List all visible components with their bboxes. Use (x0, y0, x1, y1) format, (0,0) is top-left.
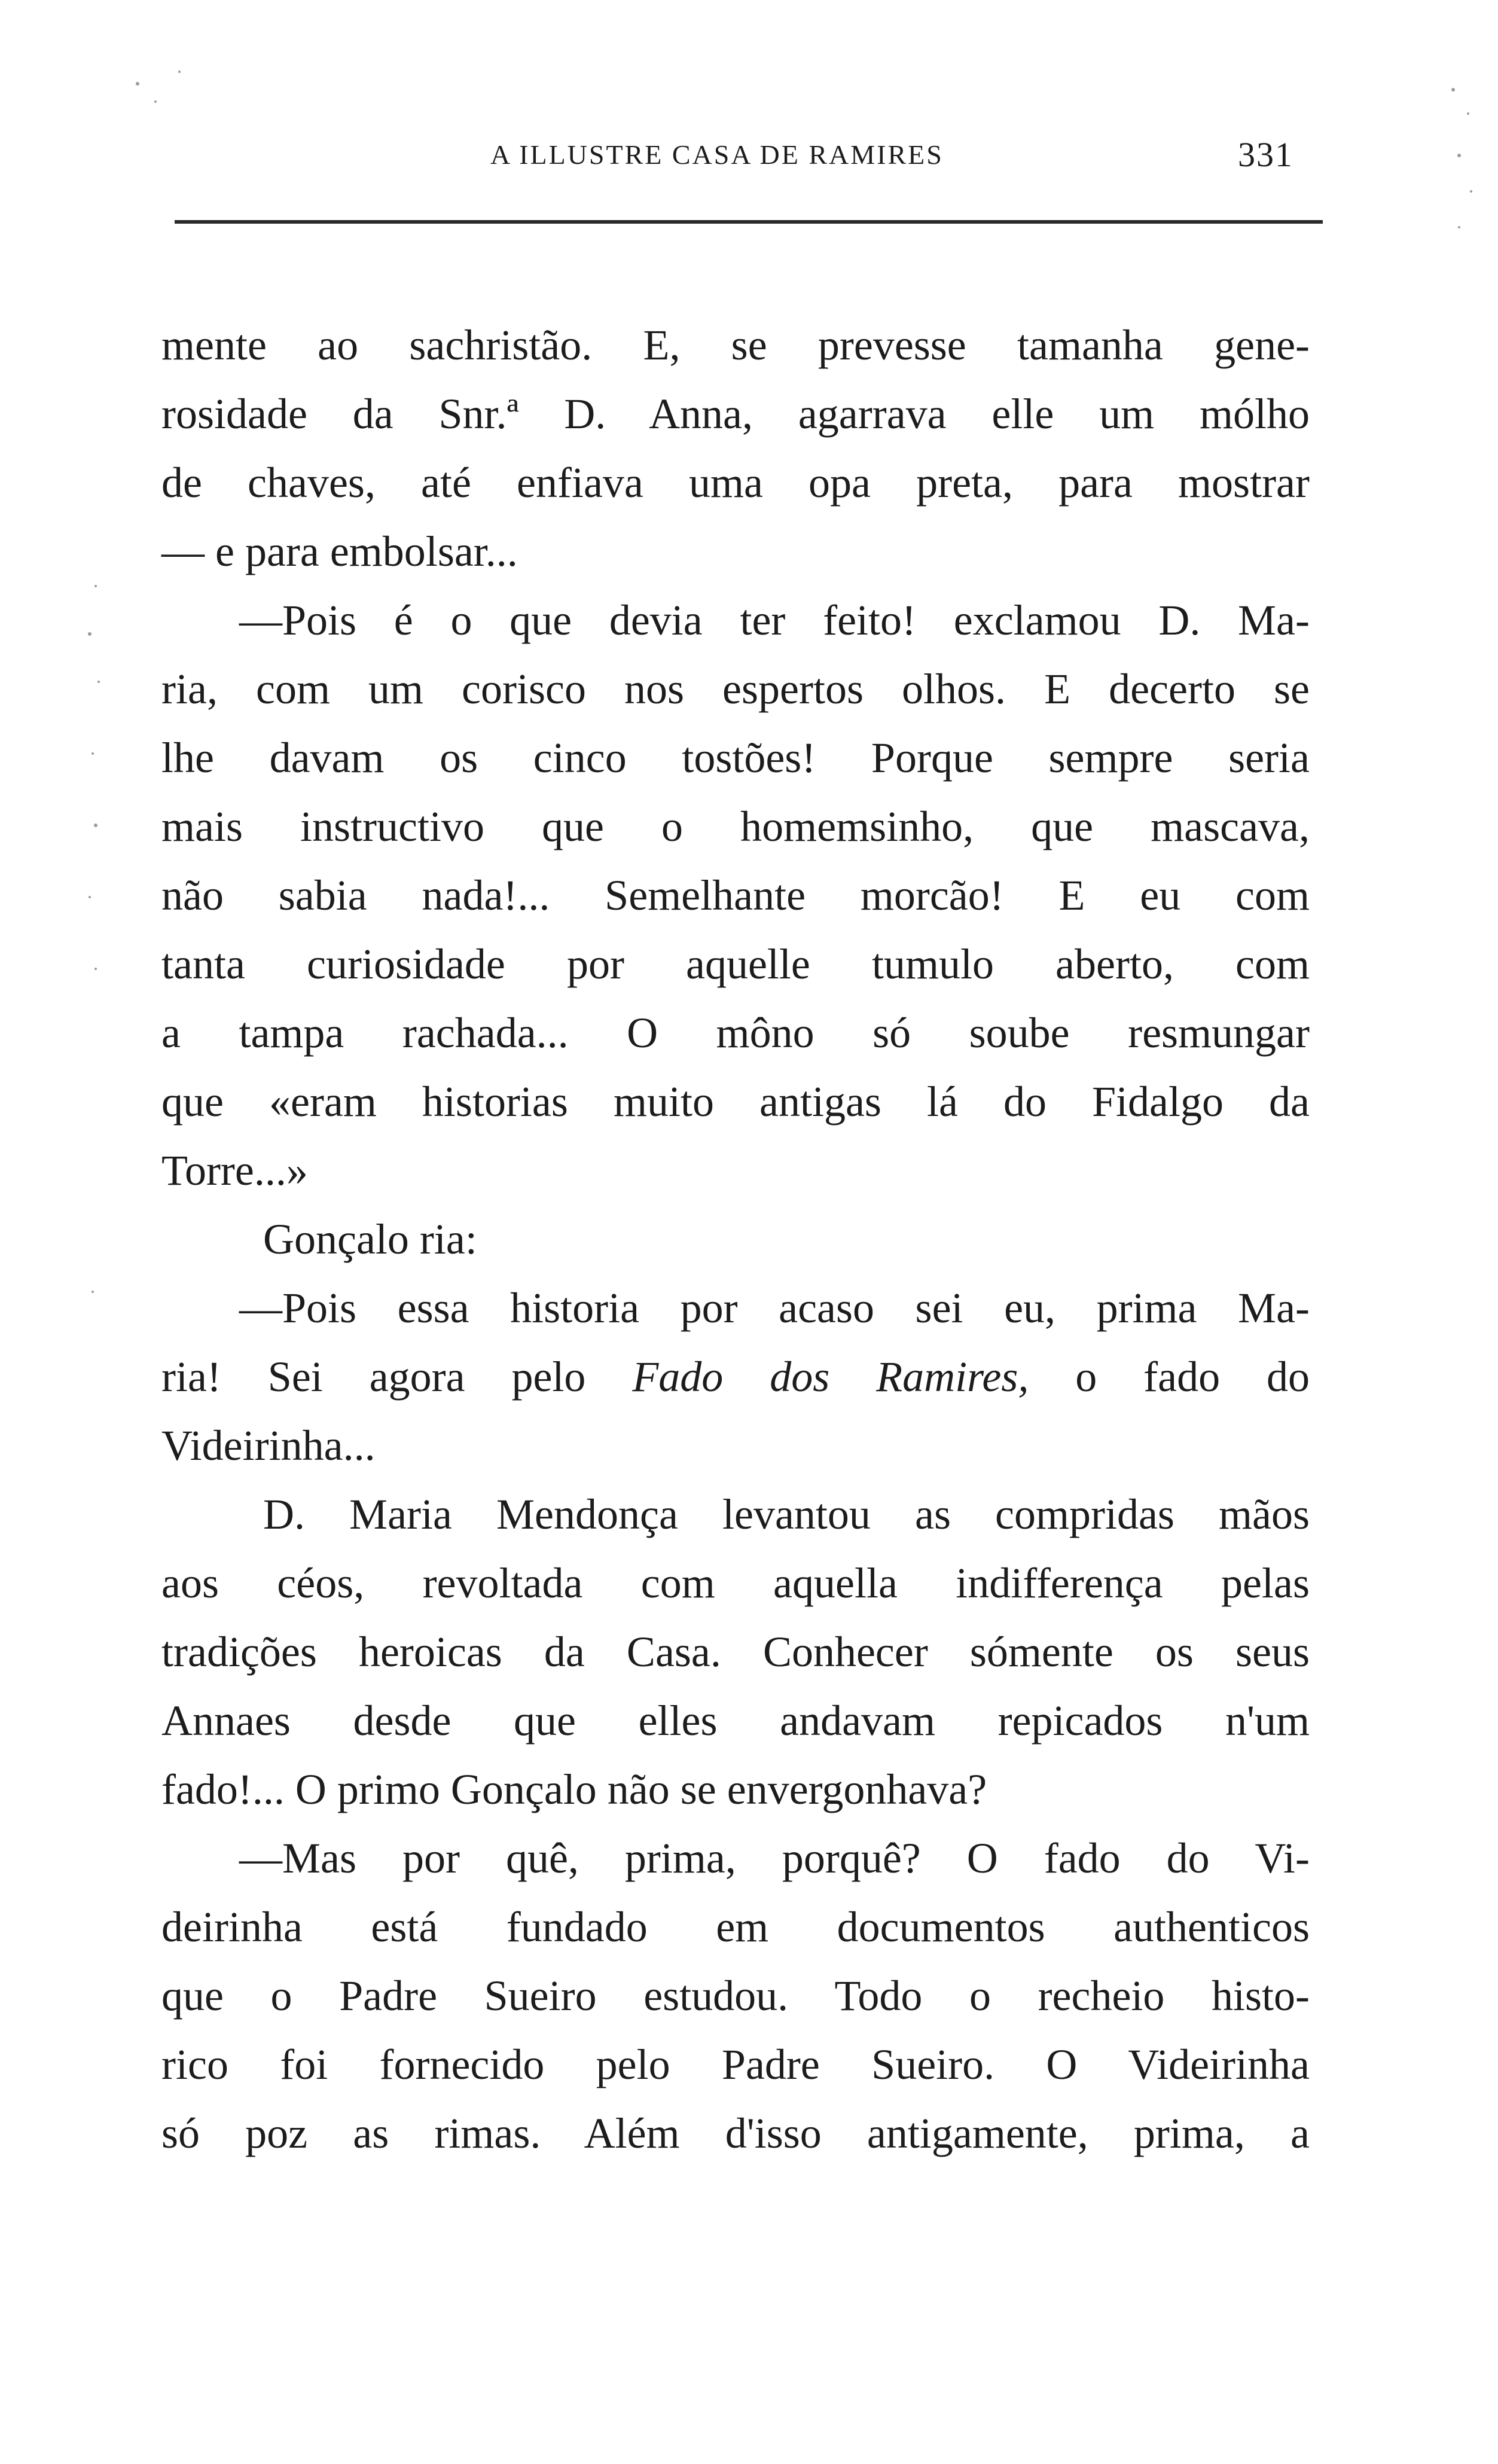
text-run: o fado do (1075, 1353, 1310, 1401)
text-line: que o Padre Sueiro estudou. Todo o recheio histo- (161, 1972, 1310, 2020)
text-line: não sabia nada!... Semelhante morcão! E eu com (161, 871, 1310, 919)
text-line (161, 1343, 1310, 1411)
text-line: de chaves, até enfiava uma opa preta, para mostrar (161, 459, 1310, 507)
running-title: A ILLUSTRE CASA DE RAMIRES (490, 139, 944, 170)
text-line: tanta curiosidade por aquelle tumulo aberto, com (161, 940, 1310, 988)
text-line: a tampa rachada... O môno só soube resmungar (161, 1009, 1310, 1057)
text-line: —Pois é o que devia ter feito! exclamou D. Ma- (239, 596, 1310, 644)
text-line: Gonçalo ria: (263, 1215, 477, 1263)
text-line: ria, com um corisco nos espertos olhos. E decerto se (161, 665, 1310, 713)
text-line: mente ao sachristão. E, se prevesse tamanha gene- (161, 321, 1310, 369)
text-line: —Pois essa historia por acaso sei eu, prima Ma- (239, 1284, 1310, 1332)
text-line: Videirinha... (161, 1422, 376, 1469)
text-line: aos céos, revoltada com aquella indifferença pelas (161, 1559, 1310, 1607)
text-line: —Mas por quê, prima, porquê? O fado do Vi- (239, 1834, 1310, 1882)
text-line: — e para embolsar... (161, 527, 518, 575)
text-line: lhe davam os cinco tostões! Porque sempre seria (161, 734, 1310, 782)
text-line: deirinha está fundado em documentos authenticos (161, 1903, 1310, 1951)
text-run: ria! Sei agora pelo (161, 1353, 586, 1401)
text-line: que «eram historias muito antigas lá do Fidalgo da (161, 1078, 1310, 1126)
text-line: Annaes desde que elles andavam repicados n'um (161, 1697, 1310, 1745)
header-rule (175, 220, 1323, 224)
italic-title: Fado dos Ramires, (632, 1353, 1029, 1401)
text-line: fado!... O primo Gonçalo não se envergonhava? (161, 1765, 987, 1813)
body-text (161, 311, 1310, 2168)
text-line: Torre...» (161, 1146, 308, 1194)
text-line: rico foi fornecido pelo Padre Sueiro. O Videirinha (161, 2041, 1310, 2088)
page-number: 331 (1238, 135, 1293, 174)
text-line: D. Maria Mendonça levantou as compridas mãos (263, 1490, 1310, 1538)
text-line: rosidade da Snr.ª D. Anna, agarrava elle um mólho (161, 390, 1310, 438)
text-line: só poz as rimas. Além d'isso antigamente, prima, a (161, 2109, 1310, 2157)
text-line: tradições heroicas da Casa. Conhecer sómente os seus (161, 1628, 1310, 1676)
text-line: mais instructivo que o homemsinho, que mascava, (161, 803, 1310, 850)
